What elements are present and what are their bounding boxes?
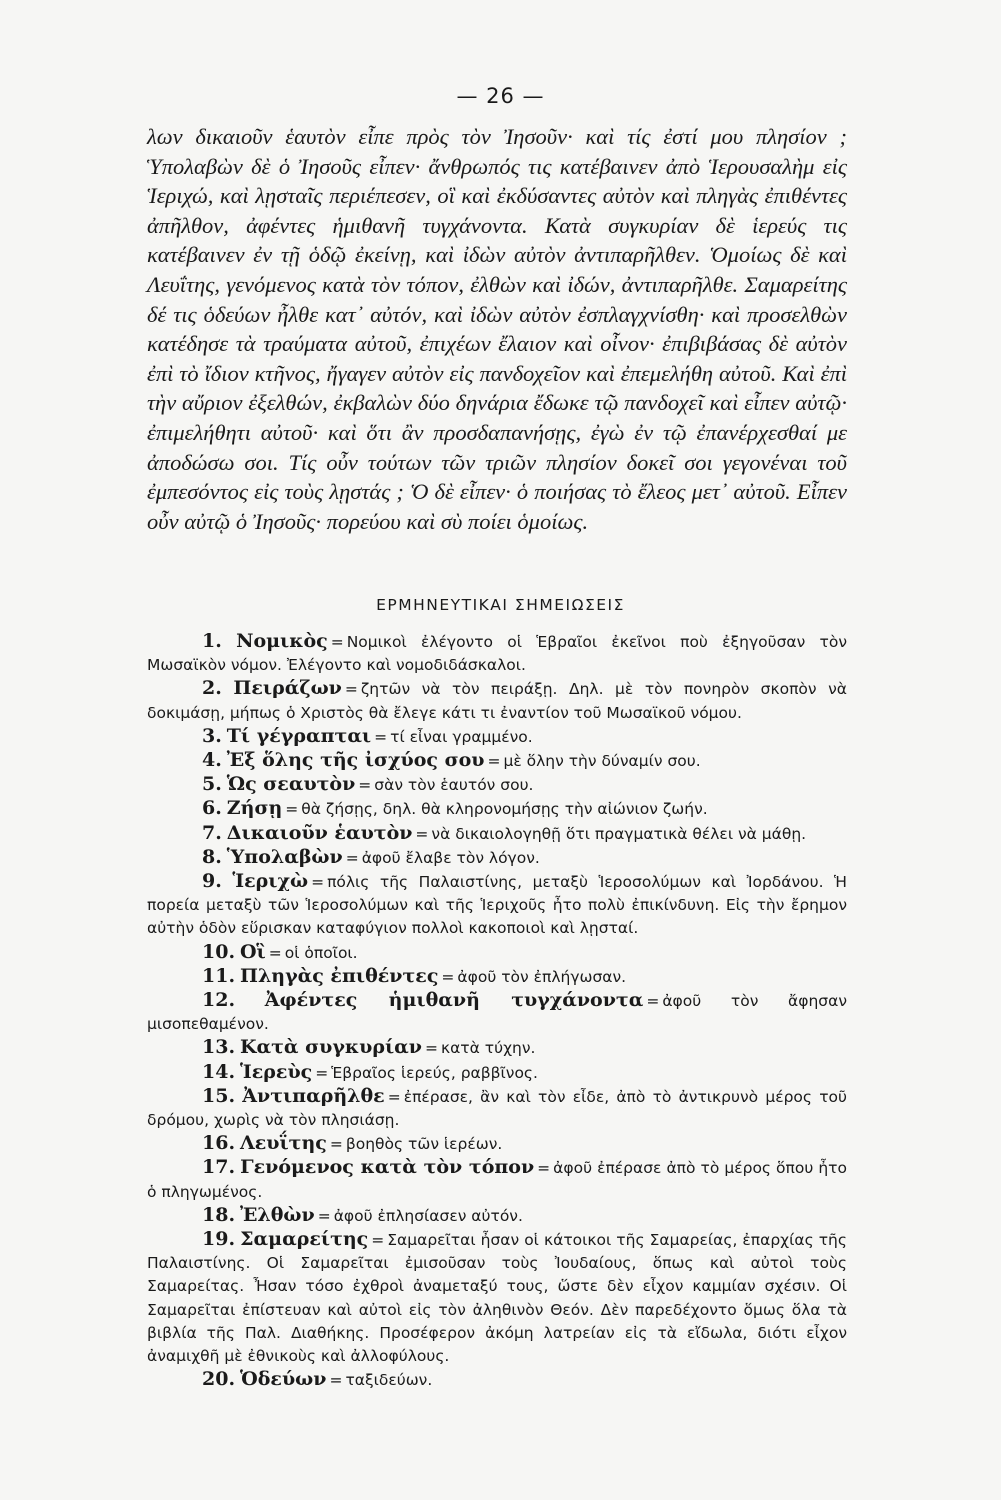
- note-number: 19.: [202, 1228, 236, 1251]
- note-number: 16.: [202, 1132, 236, 1155]
- note-number: 18.: [202, 1203, 236, 1226]
- note-number: 13.: [202, 1036, 236, 1059]
- note-item: 9. Ἱεριχὼ = πόλις τῆς Παλαιστίνης, μεταξὺ Ἱεροσολύμων καὶ Ἰορδάνου. Ἡ πορεία μεταξὺ τῶν Ἱεροσολύμων καὶ τῆς Ἱεριχοῦς ἦτο πολὺ ἐπικίνδυνη. Εἰς τὴν ἔρημον αὐτὴν ὁδὸν εὕρισκαν καταφύγιον πολλοὶ κακοποιοὶ καὶ λῃσταί.: [147, 870, 847, 938]
- note-number: 3.: [202, 724, 222, 747]
- note-number: 1.: [202, 630, 222, 652]
- note-term: Ἐλθὼν: [240, 1203, 315, 1226]
- note-item: 15. Ἀντιπαρῆλθε = ἐπέρασε, ἂν καὶ τὸν εἶδε, ἀπὸ τὸ ἀντικρυνὸ μέρος τοῦ δρόμου, χωρὶς νὰ τὸν πλησιάσῃ.: [147, 1084, 847, 1130]
- note-definition: Νομικοὶ ἐλέγοντο οἱ Ἑβραῖοι ἐκεῖνοι ποὺ ἐξηγοῦσαν τὸν Μωσαϊκὸν νόμον. Ἐλέγοντο καὶ νομοδιδάσκαλοι.: [147, 633, 847, 675]
- note-number: 15.: [202, 1084, 236, 1107]
- note-definition: ταξιδεύων.: [345, 1371, 433, 1390]
- note-number: 12.: [202, 989, 236, 1012]
- note-definition: Σαμαρεῖται ἦσαν οἱ κάτοικοι τῆς Σαμαρείας, ἐπαρχίας τῆς Παλαιστίνης. Οἱ Σαμαρεῖται ἐμισοῦσαν τοὺς Ἰουδαίους, ὅπως καὶ αὐτοὶ τοὺς Σαμαρείτας. Ἦσαν τόσο ἐχθροὶ ἀναμεταξύ τους, ὥστε δὲν εἶχον καμμίαν σχέσιν. Οἱ Σαμαρεῖται ἐπίστευαν καὶ αὐτοὶ εἰς τὸν ἀληθινὸν Θεόν. Δὲν παρεδέχοντο ὅμως ὅλα τὰ βιβλία τῆς Παλ. Διαθήκης. Προσέφερον ἀκόμη λατρείαν εἰς τὰ εἴδωλα, διότι εἶχον ἀναμιχθῆ μὲ ἐθνικοὺς καὶ ἀλλοφύλους.: [147, 1231, 847, 1366]
- note-definition: θὰ ζήσῃς, δηλ. θὰ κληρονομήσῃς τὴν αἰώνιον ζωήν.: [301, 800, 708, 819]
- note-definition: οἱ ὁποῖοι.: [284, 943, 358, 962]
- note-item: 18. Ἐλθὼν = ἀφοῦ ἐπλησίασεν αὐτόν.: [202, 1203, 523, 1226]
- note-number: 9.: [202, 870, 222, 893]
- note-term: Κατὰ συγκυρίαν: [240, 1036, 422, 1059]
- note-item: 8. Ὑπολαβὼν = ἀφοῦ ἔλαβε τὸν λόγον.: [202, 845, 540, 868]
- note-number: 10.: [202, 940, 236, 963]
- note-definition: μὲ ὅλην τὴν δύναμίν σου.: [503, 752, 701, 771]
- note-definition: πόλις τῆς Παλαιστίνης, μεταξὺ Ἱεροσολύμων καὶ Ἰορδάνου. Ἡ πορεία μεταξὺ τῶν Ἱεροσολύμων καὶ τῆς Ἱεριχοῦς ἦτο πολὺ ἐπικίνδυνη. Εἰς τὴν ἔρημον αὐτὴν ὁδὸν εὕρισκαν καταφύγιον πολλοὶ κακοποιοὶ καὶ λῃσταί.: [147, 873, 847, 938]
- note-item: 1. Νομικὸς = Νομικοὶ ἐλέγοντο οἱ Ἑβραῖοι ἐκεῖνοι ποὺ ἐξηγοῦσαν τὸν Μωσαϊκὸν νόμον. Ἐλέγοντο καὶ νομοδιδάσκαλοι.: [147, 630, 847, 675]
- note-definition: ἀφοῦ ἐπλησίασεν αὐτόν.: [333, 1206, 523, 1225]
- note-item: 3. Τί γέγραπται = τί εἶναι γραμμένο.: [202, 724, 533, 747]
- note-number: 2.: [202, 677, 222, 700]
- note-term: Ἐξ ὅλης τῆς ἰσχύος σου: [226, 749, 485, 772]
- note-term: Δικαιοῦν ἑαυτὸν: [226, 821, 413, 844]
- note-term: Σαμαρείτης: [240, 1228, 369, 1251]
- note-term: Ἀφέντες ἡμιθανῆ τυγχάνοντα: [264, 989, 644, 1012]
- note-definition: ἀφοῦ τὸν ἄφησαν μισοπεθαμένον.: [147, 992, 848, 1034]
- note-term: Οἳ: [240, 940, 266, 963]
- note-number: 20.: [202, 1368, 236, 1391]
- note-definition: κατὰ τύχην.: [440, 1039, 536, 1058]
- note-definition: ἀφοῦ ἐπέρασε ἀπὸ τὸ μέρος ὅπου ἦτο ὁ πληγωμένος.: [147, 1159, 847, 1201]
- note-number: 14.: [202, 1060, 236, 1083]
- note-number: 6.: [202, 797, 222, 820]
- note-definition: σὰν τὸν ἑαυτόν σου.: [374, 776, 534, 795]
- note-term: Λευΐτης: [240, 1132, 327, 1155]
- note-number: 4.: [202, 749, 222, 772]
- note-term: Πληγὰς ἐπιθέντες: [240, 964, 439, 987]
- note-definition: τί εἶναι γραμμένο.: [390, 727, 533, 746]
- note-number: 11.: [202, 964, 236, 987]
- note-term: Ὡς σεαυτὸν: [226, 773, 356, 796]
- note-item: 10. Οἳ = οἱ ὁποῖοι.: [202, 940, 358, 963]
- note-definition: βοηθὸς τῶν ἱερέων.: [345, 1135, 503, 1154]
- note-item: 7. Δικαιοῦν ἑαυτὸν = νὰ δικαιολογηθῇ ὅτι πραγματικὰ θέλει νὰ μάθῃ.: [202, 821, 807, 844]
- main-text: [147, 122, 847, 536]
- note-term: Τί γέγραπται: [226, 724, 372, 747]
- note-definition: ἀφοῦ τὸν ἐπλήγωσαν.: [457, 967, 627, 986]
- main-paragraph: λων δικαιοῦν ἑαυτὸν εἶπε πρὸς τὸν Ἰησοῦν· καὶ τίς ἐστί μου πλησίον ; Ὑπολαβὼν δὲ ὁ Ἰησοῦς εἶπεν· ἄνθρωπός τις κατέβαινεν ἀπὸ Ἱερουσαλὴμ εἰς Ἱεριχώ, καὶ λῃσταῖς περιέπεσεν, οἳ καὶ ἐκδύσαντες αὐτὸν καὶ πληγὰς ἐπιθέντες ἀπῆλθον, ἀφέντες ἡμιθανῆ τυγχάνοντα. Κατὰ συγκυρίαν δὲ ἱερεύς τις κατέβαινεν ἐν τῇ ὁδῷ ἐκείνῃ, καὶ ἰδὼν αὐτὸν ἀντιπαρῆλθεν. Ὁμοίως δὲ καὶ Λευΐτης, γενόμενος κατὰ τὸν τόπον, ἐλθὼν καὶ ἰδών, ἀντιπαρῆλθε. Σαμαρείτης δέ τις ὁδεύων ἦλθε κατ᾽ αὐτόν, καὶ ἰδὼν αὐτὸν ἐσπλαγχνίσθη· καὶ προσελθὼν κατέδησε τὰ τραύματα αὐτοῦ, ἐπιχέων ἔλαιον καὶ οἶνον· ἐπιβιβάσας δὲ αὐτὸν ἐπὶ τὸ ἴδιον κτῆνος, ἤγαγεν αὐτὸν εἰς πανδοχεῖον καὶ ἐπεμελήθη αὐτοῦ. Καὶ ἐπὶ τὴν αὔριον ἐξελθών, ἐκβαλὼν δύο δηνάρια ἔδωκε τῷ πανδοχεῖ καὶ εἶπεν αὐτῷ· ἐπιμελήθητι αὐτοῦ· καὶ ὅτι ἂν προσδαπανήσῃς, ἐγὼ ἐν τῷ ἐπανέρχεσθαί με ἀποδώσω σοι. Τίς οὖν τούτων τῶν τριῶν πλησίον δοκεῖ σοι γεγονέναι τοῦ ἐμπεσόντος εἰς τοὺς λῃστάς ; Ὁ δὲ εἶπεν· ὁ ποιήσας τὸ ἔλεος μετ᾽ αὐτοῦ. Εἶπεν οὖν αὐτῷ ὁ Ἰησοῦς· πορεύου καὶ σὺ ποίει ὁμοίως.: [147, 124, 847, 534]
- note-definition: Ἑβραῖος ἱερεύς, ραββῖνος.: [331, 1063, 538, 1082]
- note-item: 14. Ἱερεὺς = Ἑβραῖος ἱερεύς, ραββῖνος.: [202, 1060, 538, 1083]
- notes-heading: ΕΡΜΗΝΕΥΤΙΚΑΙ ΣΗΜΕΙΩΣΕΙΣ: [376, 596, 625, 614]
- note-number: 8.: [202, 845, 222, 868]
- note-item: 11. Πληγὰς ἐπιθέντες = ἀφοῦ τὸν ἐπλήγωσαν.: [202, 964, 627, 987]
- note-item: 5. Ὡς σεαυτὸν = σὰν τὸν ἑαυτόν σου.: [202, 773, 534, 796]
- note-item: 4. Ἐξ ὅλης τῆς ἰσχύος σου = μὲ ὅλην τὴν δύναμίν σου.: [202, 749, 701, 772]
- note-term: Νομικὸς: [236, 630, 328, 652]
- note-item: 16. Λευΐτης = βοηθὸς τῶν ἱερέων.: [202, 1132, 503, 1155]
- note-item: 17. Γενόμενος κατὰ τὸν τόπον = ἀφοῦ ἐπέρασε ἀπὸ τὸ μέρος ὅπου ἦτο ὁ πληγωμένος.: [147, 1156, 847, 1201]
- note-item: 19. Σαμαρείτης = Σαμαρεῖται ἦσαν οἱ κάτοικοι τῆς Σαμαρείας, ἐπαρχίας τῆς Παλαιστίνης. Οἱ Σαμαρεῖται ἐμισοῦσαν τοὺς Ἰουδαίους, ὅπως καὶ αὐτοὶ τοὺς Σαμαρείτας. Ἦσαν τόσο ἐχθροὶ ἀναμεταξύ τους, ὥστε δὲν εἶχον καμμίαν σχέσιν. Οἱ Σαμαρεῖται ἐπίστευαν καὶ αὐτοὶ εἰς τὸν ἀληθινὸν Θεόν. Δὲν παρεδέχοντο ὅμως ὅλα τὰ βιβλία τῆς Παλ. Διαθήκης. Προσέφερον ἀκόμη λατρείαν εἰς τὰ εἴδωλα, διότι εἶχον ἀναμιχθῆ μὲ ἐθνικοὺς καὶ ἀλλοφύλους.: [147, 1228, 847, 1366]
- note-item: 6. Ζήσῃ = θὰ ζήσῃς, δηλ. θὰ κληρονομήσῃς τὴν αἰώνιον ζωήν.: [202, 797, 708, 820]
- note-number: 5.: [202, 773, 222, 796]
- note-term: Ἱερεὺς: [240, 1060, 313, 1083]
- note-definition: νὰ δικαιολογηθῇ ὅτι πραγματικὰ θέλει νὰ μάθῃ.: [431, 824, 807, 843]
- notes-list: [147, 630, 847, 1393]
- note-item: 2. Πειράζων = ζητῶν νὰ τὸν πειράξῃ. Δηλ. μὲ τὸν πονηρὸν σκοπὸν νὰ δοκιμάσῃ, μήπως ὁ Χριστὸς θὰ ἔλεγε κάτι τι ἐναντίον τοῦ Μωσαϊκοῦ νόμου.: [147, 677, 847, 722]
- note-term: Γενόμενος κατὰ τὸν τόπον: [240, 1156, 535, 1179]
- page-number: — 26 —: [456, 84, 545, 108]
- note-term: Ὑπολαβὼν: [226, 845, 343, 868]
- note-term: Πειράζων: [233, 677, 342, 700]
- note-number: 17.: [202, 1156, 236, 1179]
- note-definition: ἐπέρασε, ἂν καὶ τὸν εἶδε, ἀπὸ τὸ ἀντικρυνὸ μέρος τοῦ δρόμου, χωρὶς νὰ τὸν πλησιάσῃ.: [147, 1087, 847, 1130]
- note-item: 20. Ὁδεύων = ταξιδεύων.: [202, 1368, 433, 1391]
- note-definition: ζητῶν νὰ τὸν πειράξῃ. Δηλ. μὲ τὸν πονηρὸν σκοπὸν νὰ δοκιμάσῃ, μήπως ὁ Χριστὸς θὰ ἔλεγε κάτι τι ἐναντίον τοῦ Μωσαϊκοῦ νόμου.: [147, 680, 847, 722]
- note-term: Ζήσῃ: [226, 797, 283, 820]
- note-term: Ὁδεύων: [240, 1368, 327, 1391]
- note-number: 7.: [202, 821, 222, 844]
- note-term: Ἱεριχὼ: [232, 870, 309, 893]
- note-definition: ἀφοῦ ἔλαβε τὸν λόγον.: [361, 848, 540, 867]
- note-item: 12. Ἀφέντες ἡμιθανῆ τυγχάνοντα = ἀφοῦ τὸν ἄφησαν μισοπεθαμένον.: [147, 989, 848, 1034]
- note-item: 13. Κατὰ συγκυρίαν = κατὰ τύχην.: [202, 1036, 536, 1059]
- note-term: Ἀντιπαρῆλθε: [242, 1084, 385, 1107]
